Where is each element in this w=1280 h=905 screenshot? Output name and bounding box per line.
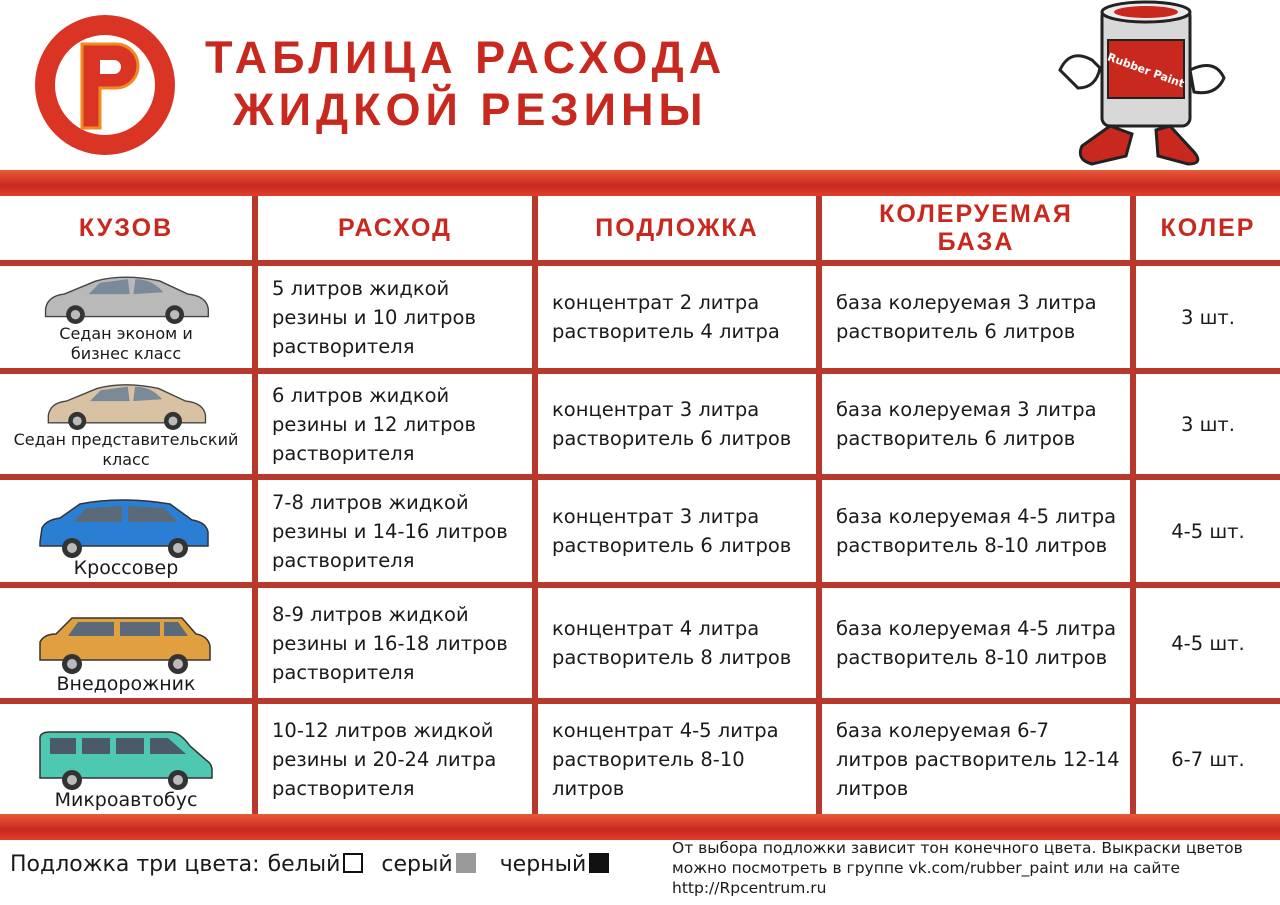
primer-cell [538,704,816,814]
color-white-label: белый [267,852,341,877]
body-type-label: Микроавтобус [54,789,198,811]
tint-text: 4-5 шт. [1171,631,1245,655]
consumption-cell [258,588,532,698]
primer-text: концентрат 4 литра растворитель 8 литров [552,617,792,669]
base-cell [822,480,1130,582]
tint-text: 6-7 шт. [1171,747,1245,771]
can-label: Rubber Paint [1105,50,1187,91]
consumption-cell [258,374,532,474]
top-stripe [0,170,1280,196]
primer-text: концентрат 4-5 литра растворитель 8-10 литров [552,718,779,800]
header [0,0,1280,170]
base-text: база колеруемая 3 литра растворитель 6 литров [836,291,1097,343]
page-title [205,32,726,136]
white-swatch [343,853,363,873]
gray-swatch [456,853,476,873]
title-line-2: ЖИДКОЙ РЕЗИНЫ [233,84,708,135]
sedan-icon [34,266,218,324]
body-cell [0,480,252,582]
consumption-cell [258,704,532,814]
body-cell [0,266,252,368]
crossover-icon [34,496,218,558]
body-type-label: Кроссовер [73,557,179,579]
base-cell [822,704,1130,814]
title-line-1: ТАБЛИЦА РАСХОДА [205,32,727,83]
base-text: база колеруемая 4-5 литра растворитель 8-10 литров [836,505,1117,557]
bottom-stripe [0,814,1280,840]
consumption-text: 8-9 литров жидкой резины и 16-18 литров растворителя [272,602,508,684]
color-black-label: черный [499,852,587,877]
minibus-icon [34,728,218,790]
base-cell [822,266,1130,368]
base-text: база колеруемая 3 литра растворитель 6 литров [836,398,1097,450]
color-gray-label: серый [381,852,453,877]
base-text: база колеруемая 6-7 литров растворитель 12-14 литров [836,718,1120,800]
footer-note: От выбора подложки зависит тон конечного цвета. Выкраски цветов можно посмотреть в группе vk.com/rubber_paint или на сайте http://Rpcentrum.ru [672,839,1243,897]
body-cell [0,588,252,698]
header-primer: ПОДЛОЖКА [538,196,816,260]
tint-text: 4-5 шт. [1171,519,1245,543]
body-type-label: Внедорожник [56,673,196,695]
base-cell [822,588,1130,698]
consumption-cell [258,480,532,582]
tint-text: 3 шт. [1180,305,1235,329]
primer-text: концентрат 3 литра растворитель 6 литров [552,505,792,557]
suv-icon [34,612,218,674]
consumption-text: 10-12 литров жидкой резины и 20-24 литра растворителя [272,718,497,800]
tint-cell [1136,704,1280,814]
tint-cell [1136,480,1280,582]
primer-cell [538,374,816,474]
primer-cell [538,266,816,368]
primer-cell [538,480,816,582]
consumption-cell [258,266,532,368]
header-tint: КОЛЕР [1136,196,1280,260]
primer-colors-label: Подложка три цвета: [10,852,260,877]
body-type-label: Седан представительский класс [13,430,239,469]
base-text: база колеруемая 4-5 литра растворитель 8-10 литров [836,617,1117,669]
tint-cell [1136,266,1280,368]
body-type-label: Седан эконом и бизнес класс [59,324,193,363]
header-consumption: РАСХОД [258,196,532,260]
sedan-icon [34,374,218,430]
primer-text: концентрат 2 литра растворитель 4 литра [552,291,780,343]
header-body: КУЗОВ [0,196,252,260]
tint-cell [1136,374,1280,474]
primer-cell [538,588,816,698]
consumption-text: 7-8 литров жидкой резины и 14-16 литров растворителя [272,490,508,572]
primer-text: концентрат 3 литра растворитель 6 литров [552,398,792,450]
consumption-text: 6 литров жидкой резины и 12 литров растворителя [272,383,476,465]
tint-text: 3 шт. [1180,412,1235,436]
body-cell [0,374,252,474]
header-tint-base: КОЛЕРУЕМАЯ БАЗА [822,196,1130,260]
primer-colors [10,852,627,877]
consumption-table [0,196,1280,814]
paint-can-mascot-icon [1050,0,1280,170]
tint-cell [1136,588,1280,698]
consumption-text: 5 литров жидкой резины и 10 литров растворителя [272,276,476,358]
base-cell [822,374,1130,474]
rp-logo-icon [34,14,176,156]
body-cell [0,704,252,814]
black-swatch [589,853,609,873]
